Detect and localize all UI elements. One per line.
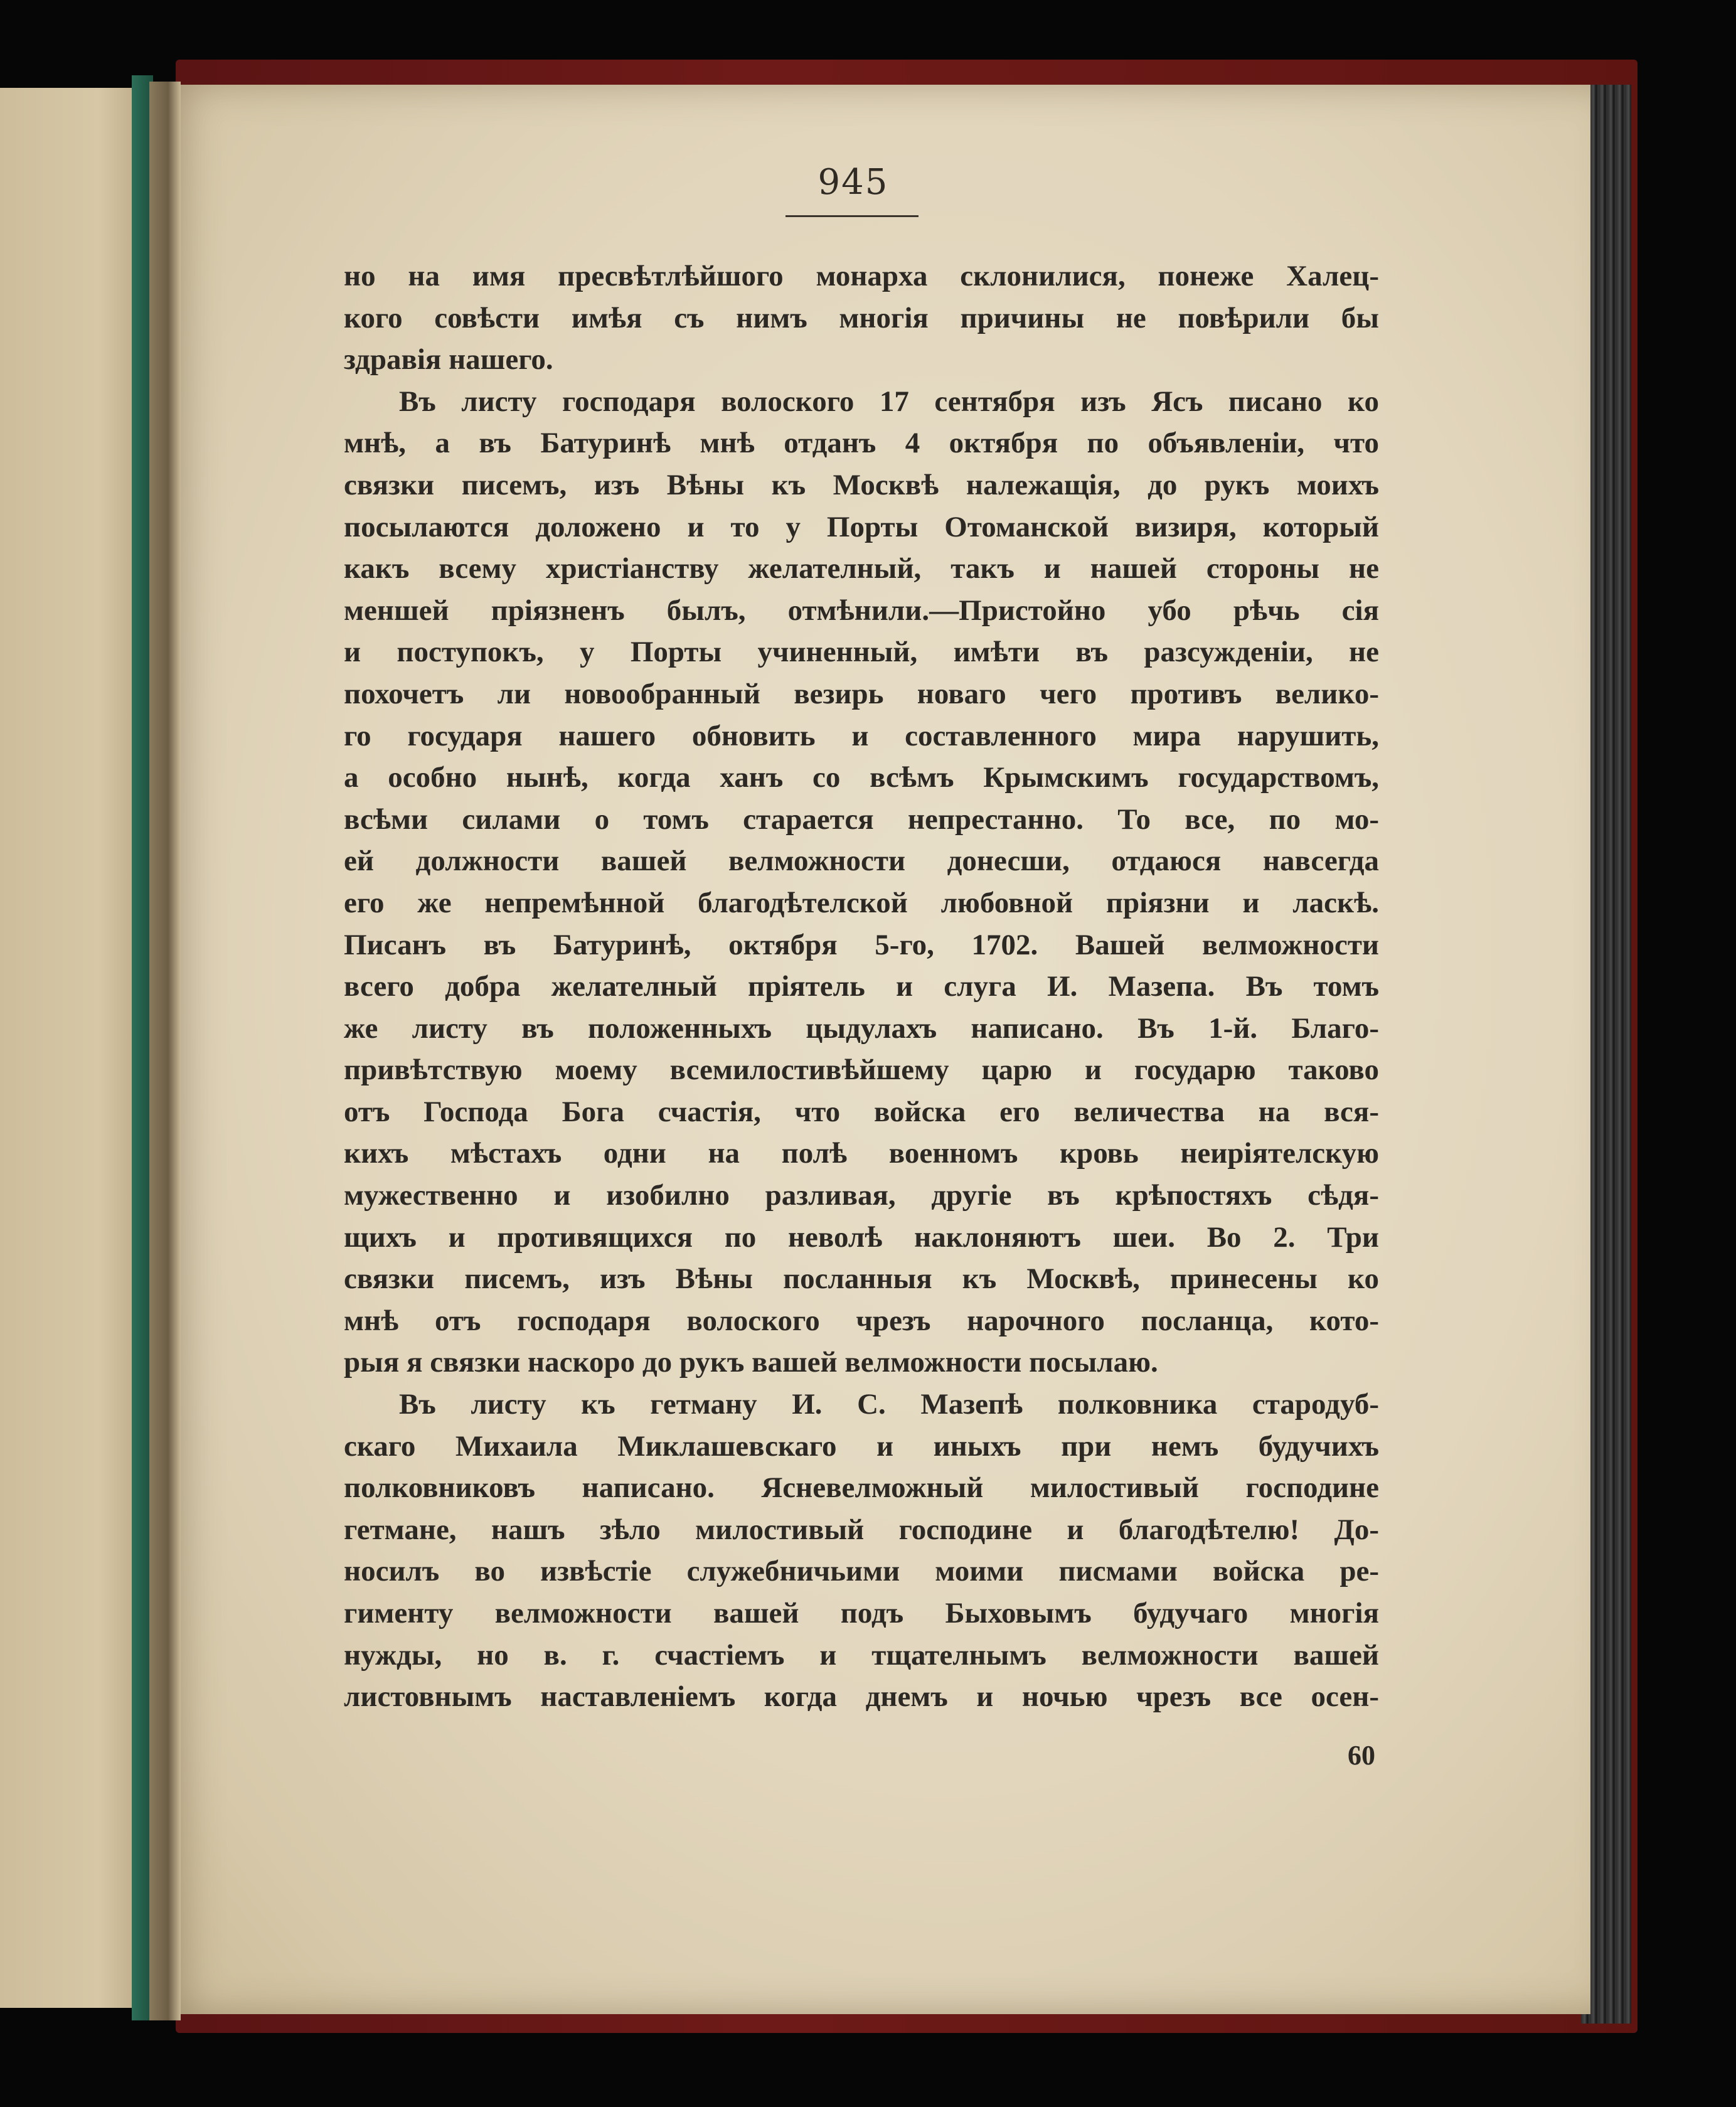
text-line: го государя нашего обновить и составленного мира нарушить, (344, 719, 1379, 752)
text-line: же листу въ положенныхъ цыдулахъ написано. Въ 1-й. Благо- (344, 1011, 1379, 1045)
text-line: здравія нашего. (344, 343, 553, 376)
text-line: меншей пріязненъ былъ, отмѣнили.—Пристойно убо рѣчь сія (344, 594, 1379, 627)
text-line: привѣтствую моему всемилостивѣйшему царю и государю таково (344, 1054, 1379, 1087)
body-text (344, 255, 1379, 1718)
page-number: 945 (817, 162, 889, 203)
text-line: какъ всему христіанству желателный, такъ и нашей стороны не (344, 552, 1379, 585)
text-line: щихъ и противящихся по неволѣ наклоняютъ шеи. Во 2. Три (344, 1220, 1379, 1254)
text-line: рыя я связки наскоро до рукъ вашей велможности посылаю. (344, 1346, 1158, 1379)
text-line: мнѣ, а въ Батуринѣ мнѣ отданъ 4 октября по объявленіи, что (344, 427, 1379, 460)
text-line: мужественно и изобилно разливая, другіе въ крѣпостяхъ сѣдя- (344, 1179, 1379, 1212)
text-line: мнѣ отъ господаря волоского чрезъ нарочного посланца, кото- (344, 1304, 1379, 1337)
text-line: посылаются доложено и то у Порты Отоманской визиря, который (344, 510, 1379, 543)
text-line: Въ листу къ гетману И. С. Мазепѣ полковника стародуб- (399, 1388, 1379, 1421)
text-line: его же непремѣнной благодѣтелской любовной пріязни и ласкѣ. (344, 886, 1379, 919)
text-line: но на имя пресвѣтлѣйшого монарха склонилися, понеже Халец- (344, 260, 1379, 292)
gutter (149, 82, 181, 2020)
text-line: скаго Михаила Миклашевскаго и иныхъ при немъ будучихъ (344, 1429, 1379, 1463)
text-line: связки писемъ, изъ Вѣны къ Москвѣ належащія, до рукъ моихъ (344, 468, 1379, 501)
text-line: Писанъ въ Батуринѣ, октября 5-го, 1702. Вашей велможности (344, 928, 1379, 961)
text-line: и поступокъ, у Порты учиненный, имѣти въ разсужденіи, не (344, 636, 1379, 669)
text-line: ей должности вашей велможности донесши, отдаюся навсегда (344, 845, 1379, 878)
text-line: всего добра желателный пріятель и слуга И. Мазепа. Въ томъ (344, 970, 1379, 1003)
text-line: листовнымъ наставленіемъ когда днемъ и ночью чрезъ все осен- (344, 1680, 1379, 1714)
text-line: похочетъ ли новообранный везирь новаго чего противъ велико- (344, 677, 1379, 710)
text-line: а особно нынѣ, когда ханъ со всѣмъ Крымскимъ государствомъ, (344, 761, 1379, 794)
text-line: кого совѣсти имѣя съ нимъ многія причины не повѣрили бы (344, 301, 1379, 334)
text-line: гименту велможности вашей подъ Быховымъ будучаго многія (344, 1597, 1379, 1630)
header-rule (785, 215, 919, 217)
text-line: носилъ во извѣстіе служебничьими моими писмами войска ре- (344, 1555, 1379, 1588)
text-line: Въ листу господаря волоского 17 сентября изъ Ясъ писано ко (399, 385, 1379, 418)
text-line: отъ Господа Бога счастія, что войска его величества на вся- (344, 1095, 1379, 1128)
text-line: нужды, но в. г. счастіемъ и тщателнымъ велможности вашей (344, 1638, 1379, 1672)
signature-mark: 60 (1348, 1740, 1375, 1771)
text-line: связки писемъ, изъ Вѣны посланныя къ Москвѣ, принесены ко (344, 1262, 1379, 1296)
text-line: кихъ мѣстахъ одни на полѣ военномъ кровь неиріятелскую (344, 1137, 1379, 1170)
text-line: всѣми силами о томъ старается непрестанно. То все, по мо- (344, 803, 1379, 836)
text-line: полковниковъ написано. Ясневелможный милостивый господине (344, 1471, 1379, 1505)
text-line: гетмане, нашъ зѣло милостивый господине и благодѣтелю! До- (344, 1513, 1379, 1546)
